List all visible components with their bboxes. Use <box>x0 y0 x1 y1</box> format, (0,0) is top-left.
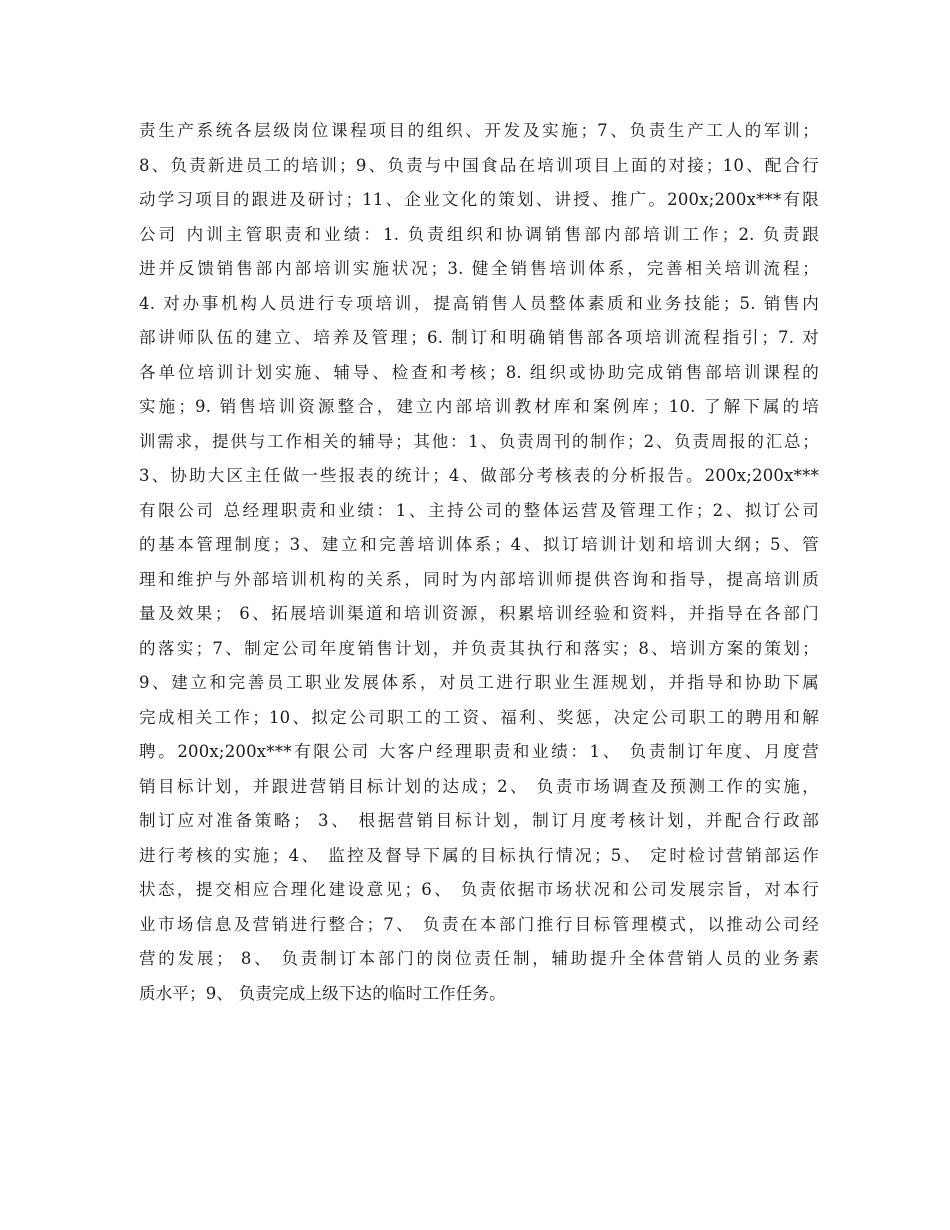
text-line: 各单位培训计划实施、辅导、检查和考核；8. 组织或协助完成销售部培训课程的 <box>139 362 819 382</box>
text-line: 3、协助大区主任做一些报表的统计；4、做部分考核表的分析报告。200x;200x*** <box>139 466 819 485</box>
text-line: 聘。200x;200x***有限公司 大客户经理职责和业绩：1、 负责制订年度、月度营 <box>139 742 819 761</box>
text-line: 营的发展； 8、 负责制订本部门的岗位责任制，辅助提升全体营销人员的业务素 <box>139 949 819 968</box>
text-line: 责生产系统各层级岗位课程项目的组织、开发及实施；7、负责生产工人的军训； <box>139 121 819 140</box>
text-line: 9、建立和完善员工职业发展体系，对员工进行职业生涯规划，并指导和协助下属 <box>139 673 819 692</box>
text-line: 的落实；7、制定公司年度销售计划，并负责其执行和落实；8、培训方案的策划； <box>139 638 819 658</box>
text-line: 完成相关工作；10、拟定公司职工的工资、福利、奖惩，决定公司职工的聘用和解 <box>139 707 819 727</box>
text-line: 部讲师队伍的建立、培养及管理；6. 制订和明确销售部各项培训流程指引；7. 对 <box>139 328 819 347</box>
text-line: 的基本管理制度；3、建立和完善培训体系；4、拟订培训计划和培训大纲；5、管 <box>139 535 819 554</box>
text-line: 量及效果； 6、拓展培训渠道和培训资源，积累培训经验和资料，并指导在各部门 <box>139 604 819 623</box>
text-line: 有限公司 总经理职责和业绩：1、主持公司的整体运营及管理工作；2、拟订公司 <box>139 500 819 520</box>
text-line: 状态，提交相应合理化建设意见；6、 负责依据市场状况和公司发展宗旨，对本行 <box>139 880 819 899</box>
text-line: 业市场信息及营销进行整合；7、 负责在本部门推行目标管理模式，以推动公司经 <box>139 914 819 934</box>
text-line: 训需求，提供与工作相关的辅导；其他：1、负责周刊的制作；2、负责周报的汇总； <box>139 431 819 451</box>
text-line: 制订应对准备策略； 3、 根据营销目标计划，制订月度考核计划，并配合行政部 <box>139 811 819 830</box>
text-line: 销目标计划，并跟进营销目标计划的达成；2、 负责市场调查及预测工作的实施， <box>139 776 819 796</box>
text-line: 理和维护与外部培训机构的关系，同时为内部培训师提供咨询和指导，提高培训质 <box>139 569 819 589</box>
document-body <box>139 114 819 1011</box>
text-line: 公司 内训主管职责和业绩：1. 负责组织和协调销售部内部培训工作；2. 负责跟 <box>139 224 819 244</box>
text-line: 8、负责新进员工的培训；9、负责与中国食品在培训项目上面的对接；10、配合行 <box>139 155 819 175</box>
text-line: 进行考核的实施；4、 监控及督导下属的目标执行情况；5、 定时检讨营销部运作 <box>139 845 819 865</box>
text-line: 动学习项目的跟进及研讨；11、企业文化的策划、讲授、推广。200x;200x***有限 <box>139 190 819 209</box>
text-line: 质水平；9、 负责完成上级下达的临时工作任务。 <box>139 983 506 1003</box>
text-line: 进并反馈销售部内部培训实施状况；3. 健全销售培训体系，完善相关培训流程； <box>139 259 819 278</box>
text-line: 实施；9. 销售培训资源整合，建立内部培训教材库和案例库；10. 了解下属的培 <box>139 397 819 416</box>
text-line: 4. 对办事机构人员进行专项培训，提高销售人员整体素质和业务技能；5. 销售内 <box>139 293 819 313</box>
